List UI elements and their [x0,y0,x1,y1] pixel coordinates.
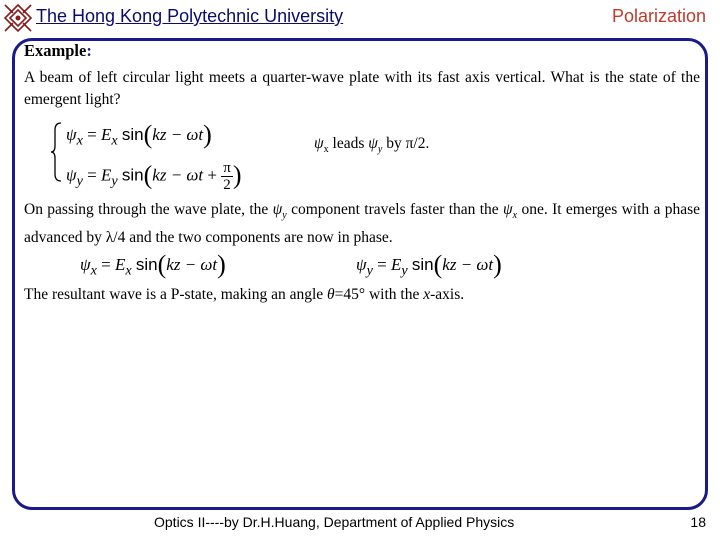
problem-statement: A beam of left circular light meets a quarter-wave plate with its fast axis vertical. What is the state of the emergent light? [24,69,700,108]
page-number: 18 [690,514,706,530]
result-part1: The resultant wave is a P-state, making an angle [24,286,324,303]
eq1-amp: E [100,125,112,144]
equation-psi-y: $\psi_y = E_y$ sin(kz − ωt + $\frac{\pi}{2}$ ) [66,160,242,193]
para2-sub-x: x [512,210,518,222]
eq3-equals: = [101,255,111,274]
eq1-sin: sin [121,125,144,144]
eq2-plus: + [207,165,217,185]
eq2-fraction [221,160,233,193]
eq4-equals: = [377,255,387,274]
eq4-amp: E [390,255,402,274]
result-part3: -axis. [430,286,465,303]
explanation-paragraph [24,199,700,249]
para2-psi-x: ψ [503,201,513,218]
note-leads: leads [332,135,365,152]
university-title: The Hong Kong Polytechnic University [36,6,344,26]
eq4-sub: y [366,262,373,279]
equation-psi-x-final: $\psi_x = E_x$ sin(kz − ωt) [80,250,226,279]
para2-part2: component travels faster than the [291,201,499,218]
eq2-sub: y [76,172,83,189]
eq2-amp-sub: y [111,172,118,189]
eq3-sub: x [90,262,97,279]
eq2-amp: E [100,165,112,185]
para2-part3: one. It emerges with a phase advanced by λ/4 and the two components are now in phase. [24,201,700,247]
result-axis: x [423,286,431,303]
university-logo-icon [2,2,34,34]
eq1-psi: ψ [66,125,77,144]
eq3-amp-sub: x [125,262,132,279]
eq3-sin: sin [135,255,158,274]
eq3-psi: ψ [80,255,91,274]
eq1-equals: = [87,125,97,144]
eq1-sub: x [76,132,83,149]
note-sub-y: y [377,144,383,156]
footer-credit: Optics II----by Dr.H.Huang, Department of Applied Physics [154,514,515,530]
eq1-phase: kz − ωt [152,125,204,144]
example-heading-label: Example [24,41,87,60]
eq2-psi: ψ [66,165,77,185]
para2-sub-y: y [282,210,287,222]
eq2-phase: kz − ωt [152,165,204,185]
para2-part1: On passing through the wave plate, the [24,201,269,218]
eq4-amp-sub: y [401,262,408,279]
para2-psi-y: ψ [272,201,283,218]
note-psi-x: ψ [314,135,324,152]
result-theta: θ [327,286,335,303]
example-heading-colon: : [86,41,92,60]
note-by: by [386,135,402,152]
result-part2: =45° with the [334,286,420,303]
example-heading [24,41,92,61]
eq2-frac-den: 2 [223,177,231,193]
eq1-amp-sub: x [111,132,118,149]
note-value: π/2. [405,135,430,152]
eq2-frac-num: π [223,160,231,176]
eq4-psi: ψ [356,255,367,274]
eq2-sin: sin [121,165,144,185]
topic-title: Polarization [611,6,706,26]
note-psi-y: ψ [368,135,378,152]
eq4-phase: kz − ωt [442,255,494,274]
result-statement [24,286,464,304]
eq3-phase: kz − ωt [166,255,218,274]
equation-psi-x: $\psi_x = E_x$ sin(kz − ωt) [66,120,212,149]
phase-note [314,135,429,155]
eq2-equals: = [87,165,97,185]
note-sub-x: x [323,144,329,156]
left-brace-icon [50,122,62,182]
equation-psi-y-final: $\psi_y = E_y$ sin(kz − ωt) [356,250,502,279]
eq3-amp: E [114,255,126,274]
eq4-sin: sin [411,255,434,274]
